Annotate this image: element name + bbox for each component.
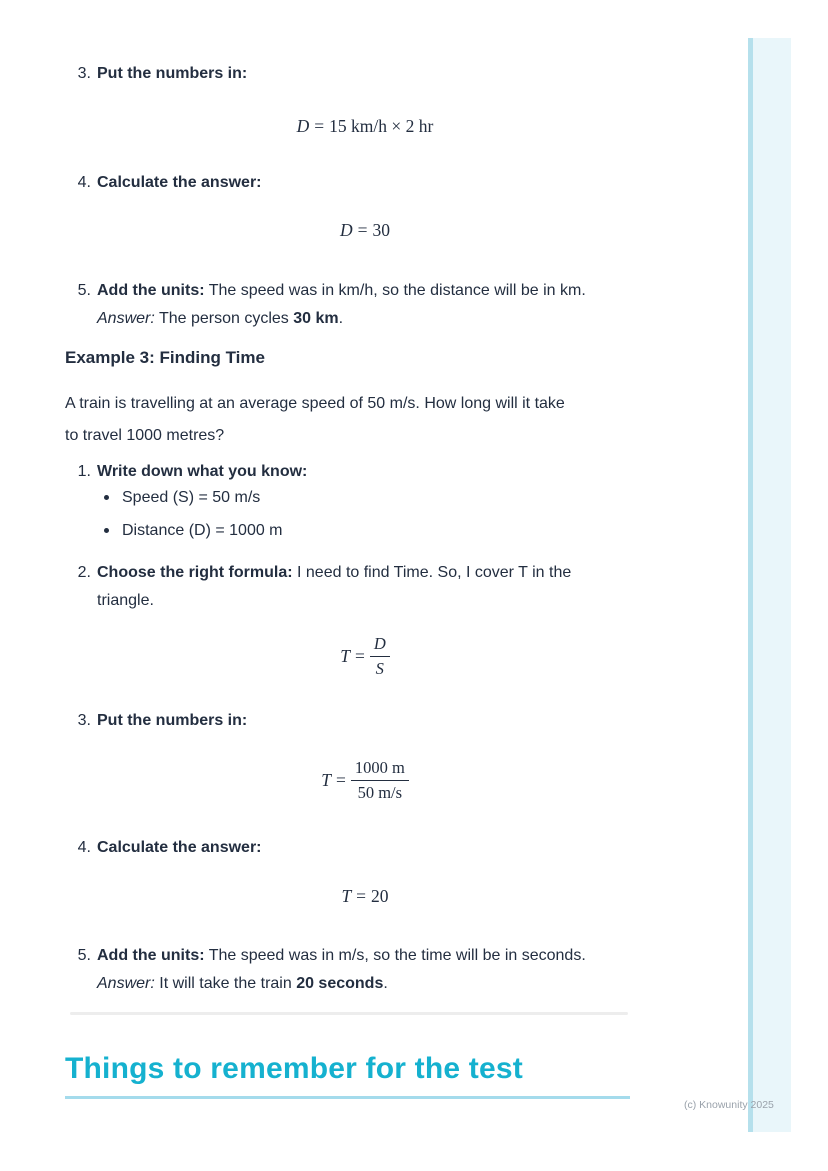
formula-time-definition — [65, 634, 665, 679]
step-number: 1. — [77, 463, 91, 480]
answer-text: The person cycles — [154, 310, 294, 327]
step-line — [97, 942, 635, 970]
formula-lhs: T — [341, 886, 352, 906]
step-label: Calculate the answer: — [97, 839, 262, 856]
formula-distance-substitution — [65, 116, 665, 137]
step-line — [97, 277, 635, 305]
equals-sign: = — [356, 886, 367, 906]
step-label: Add the units: — [97, 282, 205, 299]
step-label: Add the units: — [97, 947, 205, 964]
formula-lhs: T — [321, 770, 331, 790]
step-item — [60, 60, 635, 88]
step-line-2: triangle. — [97, 592, 154, 609]
heading-underline — [65, 1096, 630, 1099]
step-number: 4. — [77, 839, 91, 856]
intro-line-2: to travel 1000 metres? — [65, 427, 225, 444]
intro-line-1: A train is travelling at an average speed of 50 m/s. How long will it take — [65, 395, 565, 412]
formula-time-result — [65, 886, 665, 907]
section-divider — [70, 1012, 628, 1015]
step-label: Calculate the answer: — [97, 174, 262, 191]
step-item — [60, 942, 635, 998]
step-text: The speed was in m/s, so the time will be in seconds. — [204, 947, 586, 964]
answer-label: Answer: — [97, 310, 155, 327]
step-label: Put the numbers in: — [97, 65, 248, 82]
formula-lhs: D — [296, 116, 310, 136]
section-heading: Things to remember for the test — [65, 1052, 523, 1085]
answer-label: Answer: — [97, 975, 155, 992]
answer-text: It will take the train — [154, 975, 297, 992]
step-number: 2. — [77, 564, 91, 581]
example3-intro — [65, 388, 655, 452]
step-label: Choose the right formula: — [97, 564, 293, 581]
example3-title: Example 3: Finding Time — [65, 348, 265, 367]
step-item — [60, 559, 635, 615]
step-item — [60, 169, 635, 197]
formula-rhs: 20 — [371, 886, 389, 906]
equals-sign: = — [357, 220, 368, 240]
formula-rhs: 30 — [372, 220, 390, 240]
fraction — [351, 758, 409, 803]
copyright-watermark: (c) Knowunity 2025 — [684, 1099, 774, 1111]
equals-sign: = — [314, 116, 325, 136]
page-margin-bar — [748, 38, 791, 1132]
step-item — [60, 458, 635, 486]
bullet-icon — [104, 528, 109, 533]
bullet-icon — [104, 495, 109, 500]
step-item — [60, 834, 635, 862]
fraction-numerator: D — [370, 634, 390, 657]
answer-value: 30 km — [293, 310, 339, 327]
formula-time-substitution — [65, 758, 665, 803]
equals-sign: = — [335, 770, 346, 790]
bullet-text: Distance (D) = 1000 m — [122, 522, 283, 539]
step-label: Write down what you know: — [97, 463, 308, 480]
fraction-denominator: 50 m/s — [357, 783, 403, 802]
step-number: 5. — [77, 947, 91, 964]
formula-lhs: D — [339, 220, 353, 240]
step-number: 3. — [77, 712, 91, 729]
answer-line — [97, 305, 635, 333]
answer-value: 20 seconds — [296, 975, 384, 992]
bullet-text: Speed (S) = 50 m/s — [122, 489, 261, 506]
answer-period: . — [383, 975, 388, 992]
formula-distance-result — [65, 220, 665, 241]
equals-sign: = — [354, 646, 365, 666]
step-item — [60, 277, 635, 333]
answer-period: . — [338, 310, 344, 327]
list-item — [104, 484, 260, 512]
fraction-denominator: S — [375, 659, 384, 678]
step-label: Put the numbers in: — [97, 712, 248, 729]
formula-rhs: 15 km/h × 2 hr — [329, 116, 434, 136]
list-item — [104, 517, 283, 545]
step-number: 5. — [77, 282, 91, 299]
step-text: The speed was in km/h, so the distance will be in km. — [204, 282, 586, 299]
step-line — [97, 559, 635, 587]
fraction-numerator: 1000 m — [351, 758, 409, 781]
formula-lhs: T — [340, 646, 350, 666]
step-item — [60, 707, 635, 735]
step-number: 3. — [77, 65, 91, 82]
step-number: 4. — [77, 174, 91, 191]
fraction — [370, 634, 390, 679]
answer-line — [97, 970, 635, 998]
step-text: I need to find Time. So, I cover T in the — [292, 564, 572, 581]
